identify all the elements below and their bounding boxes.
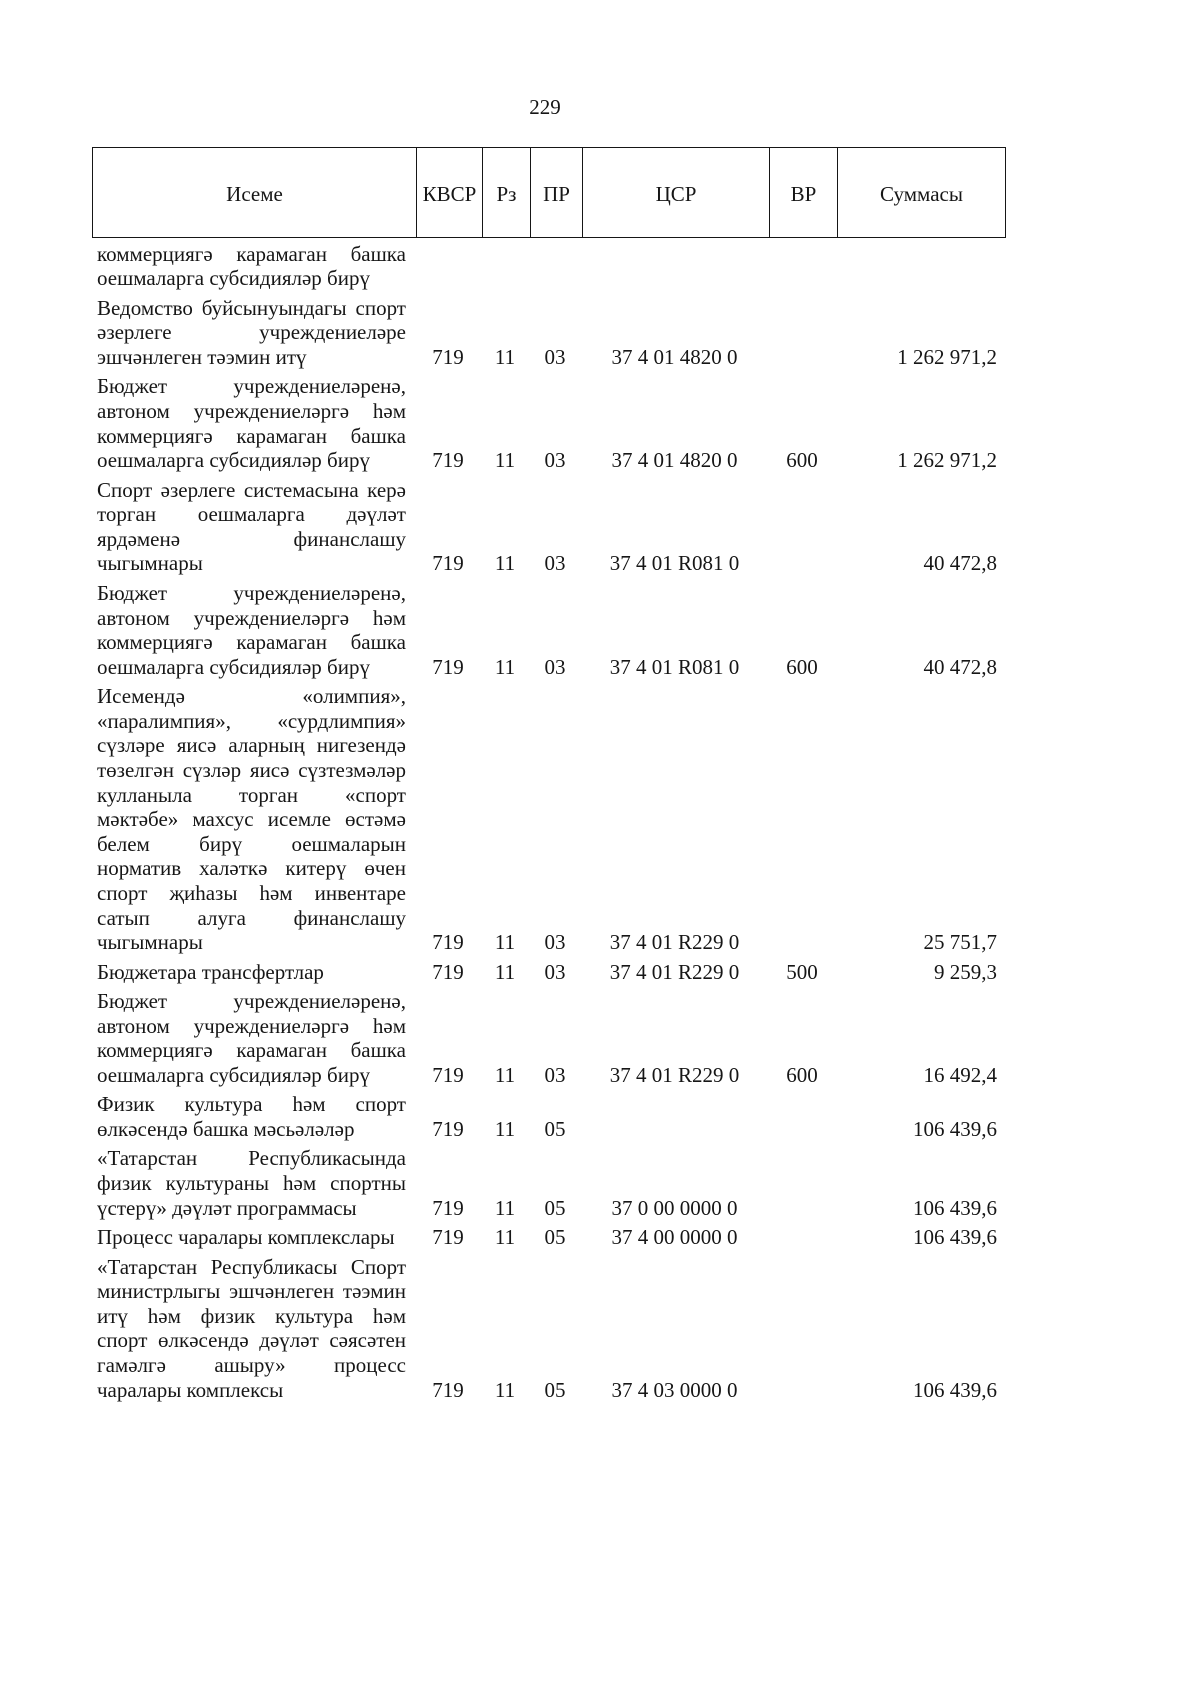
cell-kvsr: 719 (432, 1195, 464, 1220)
name-line: Бюджет учреждениеләренә, (97, 374, 406, 399)
cell-name (92, 960, 415, 985)
name-line: әзерлеге учреждениеләре (97, 320, 406, 345)
name-line: өлкәсендә башка мәсьәләләр (97, 1117, 355, 1141)
cell-rz: 11 (494, 448, 516, 473)
cell-name (92, 242, 415, 291)
cell-name (92, 478, 415, 576)
cell-csr: 37 4 00 0000 0 (611, 1225, 738, 1250)
cell-rz: 11 (494, 1117, 516, 1141)
cell-vr (768, 345, 836, 370)
cell-pr (529, 266, 581, 291)
cell-csr: 37 4 01 4820 0 (611, 344, 738, 369)
cell-pr: 03 (544, 1062, 566, 1087)
table-row (92, 296, 1006, 370)
cell-kvsr: 719 (432, 930, 464, 955)
cell-name (92, 581, 415, 679)
name-line: торган оешмаларга дәүләт (97, 502, 406, 527)
name-line: белем бирү оешмаларын (97, 831, 406, 856)
cell-rz: 11 (494, 654, 516, 679)
cell-sum: 1 262 971,2 (897, 448, 997, 473)
name-line: мәктәбе» махсус исемле өстәмә (97, 807, 406, 832)
table-row (92, 989, 1006, 1087)
cell-pr: 05 (544, 1195, 566, 1220)
header-pr: ПР (530, 148, 582, 237)
name-line: Процесс чаралары комплекслары (97, 1225, 395, 1250)
table-row (92, 960, 1006, 985)
name-line: автоном учреждениеләргә һәм (97, 1013, 406, 1038)
cell-vr (768, 551, 836, 576)
name-line: коммерциягә карамаган башка (97, 241, 406, 266)
cell-kvsr: 719 (432, 1062, 464, 1087)
name-line: эшчәнлеген тәэмин итү (97, 344, 307, 369)
table-row (92, 684, 1006, 955)
cell-vr: 500 (786, 959, 818, 984)
name-line: Ведомство буйсынуындагы спорт (97, 295, 406, 320)
cell-name (92, 1225, 415, 1250)
cell-kvsr: 719 (432, 1117, 464, 1141)
header-name: Исеме (226, 181, 283, 206)
name-line: Исемендә «олимпия», (97, 684, 406, 709)
table-row (92, 581, 1006, 679)
cell-sum: 40 472,8 (923, 551, 997, 576)
page-number: 229 (529, 95, 561, 119)
cell-sum: 25 751,7 (923, 930, 997, 955)
name-line: кулланыла торган «спорт (97, 782, 406, 807)
cell-sum: 9 259,3 (934, 959, 997, 984)
cell-name (92, 1146, 415, 1220)
cell-sum: 106 439,6 (913, 1117, 997, 1141)
cell-csr: 37 0 00 0000 0 (611, 1195, 738, 1220)
name-line: чыгымнары (97, 551, 203, 576)
table-header (92, 147, 1006, 238)
cell-kvsr: 719 (432, 654, 464, 679)
cell-vr (768, 1378, 836, 1403)
name-line: оешмаларга субсидияләр бирү (97, 266, 370, 291)
header-rz: Рз (482, 148, 530, 237)
table-row (92, 478, 1006, 576)
cell-sum: 1 262 971,2 (897, 344, 997, 369)
header-csr: ЦСР (582, 148, 769, 237)
cell-vr (768, 266, 836, 291)
cell-rz: 11 (494, 344, 516, 369)
cell-sum: 40 472,8 (923, 654, 997, 679)
name-line: «Татарстан Республикасында (97, 1146, 406, 1171)
name-line: Физик культура һәм спорт (97, 1092, 406, 1117)
name-line: «Татарстан Республикасы Спорт (97, 1254, 406, 1279)
name-line: итү һәм физик культура һәм (97, 1303, 406, 1328)
cell-vr: 600 (786, 448, 818, 473)
cell-name (92, 1255, 415, 1403)
name-line: автоном учреждениеләргә һәм (97, 605, 406, 630)
cell-csr: 37 4 01 R081 0 (609, 654, 740, 679)
name-line: коммерциягә карамаган башка (97, 1038, 406, 1063)
cell-pr: 03 (544, 551, 566, 576)
cell-name (92, 1092, 415, 1141)
name-line: оешмаларга субсидияләр бирү (97, 1062, 370, 1087)
cell-kvsr: 719 (432, 448, 464, 473)
cell-sum: 16 492,4 (923, 1062, 997, 1087)
cell-pr: 03 (544, 930, 566, 955)
name-line: автоном учреждениеләргә һәм (97, 399, 406, 424)
table-row (92, 1092, 1006, 1141)
name-line: оешмаларга субсидияләр бирү (97, 654, 370, 679)
cell-rz: 11 (494, 551, 516, 576)
cell-vr (768, 1117, 836, 1142)
cell-csr: 37 4 01 R229 0 (609, 1062, 740, 1087)
cell-name (92, 989, 415, 1087)
name-line: чаралары комплексы (97, 1377, 284, 1402)
name-line: Спорт әзерлеге системасына керә (97, 477, 406, 502)
cell-sum: 106 439,6 (913, 1377, 997, 1402)
cell-csr: 37 4 01 R081 0 (609, 551, 740, 576)
cell-pr: 05 (544, 1377, 566, 1402)
cell-rz: 11 (494, 1062, 516, 1087)
name-line: физик культураны һәм спортны (97, 1171, 406, 1196)
cell-vr (768, 1225, 836, 1250)
cell-kvsr: 719 (432, 1377, 464, 1402)
cell-rz: 11 (494, 1225, 516, 1250)
name-line: сатып алуга финанслашу (97, 905, 406, 930)
header-vr: ВР (769, 148, 837, 237)
name-line: «паралимпия», «сурдлимпия» (97, 708, 406, 733)
cell-pr: 05 (544, 1225, 566, 1250)
name-line: министрлыгы эшчәнлеген тәэмин (97, 1279, 406, 1304)
cell-pr: 03 (544, 448, 566, 473)
cell-pr: 03 (544, 344, 566, 369)
cell-sum (836, 266, 1006, 291)
cell-vr (768, 1196, 836, 1221)
cell-pr: 05 (544, 1117, 566, 1141)
cell-rz: 11 (494, 1195, 516, 1220)
name-line: норматив халәткә китерү өчен (97, 856, 406, 881)
cell-pr: 03 (544, 654, 566, 679)
cell-name (92, 374, 415, 472)
cell-rz (481, 266, 529, 291)
cell-sum: 106 439,6 (913, 1225, 997, 1250)
cell-name (92, 296, 415, 370)
table-row (92, 1255, 1006, 1403)
name-line: чыгымнары (97, 930, 203, 955)
cell-pr: 03 (544, 959, 566, 984)
cell-rz: 11 (494, 1377, 516, 1402)
name-line: спорт җиһазы һәм инвентаре (97, 880, 406, 905)
cell-kvsr: 719 (432, 551, 464, 576)
name-line: сүзләре яисә аларның нигезендә (97, 733, 406, 758)
cell-kvsr: 719 (432, 959, 464, 984)
cell-csr (581, 266, 768, 291)
name-line: ярдәменә финанслашу (97, 526, 406, 551)
cell-vr (768, 930, 836, 955)
cell-csr: 37 4 01 R229 0 (609, 930, 740, 955)
table-row (92, 242, 1006, 291)
table-row (92, 374, 1006, 472)
name-line: Бюджетара трансфертлар (97, 959, 324, 984)
cell-vr: 600 (786, 1062, 818, 1087)
cell-vr: 600 (786, 654, 818, 679)
cell-kvsr: 719 (432, 344, 464, 369)
header-sum: Суммасы (837, 148, 1005, 237)
cell-csr: 37 4 03 0000 0 (611, 1377, 738, 1402)
table-row (92, 1146, 1006, 1220)
name-line: үстерү» дәүләт программасы (97, 1195, 357, 1220)
cell-kvsr: 719 (432, 1225, 464, 1250)
header-kvsr: КВСР (416, 148, 482, 237)
cell-csr (581, 1117, 768, 1142)
cell-sum: 106 439,6 (913, 1195, 997, 1220)
cell-csr: 37 4 01 4820 0 (611, 448, 738, 473)
name-line: гамәлгә ашыру» процесс (97, 1353, 406, 1378)
name-line: оешмаларга субсидияләр бирү (97, 448, 370, 473)
name-line: төзелгән сүзләр яисә сүзтезмәләр (97, 758, 406, 783)
cell-csr: 37 4 01 R229 0 (609, 959, 740, 984)
table-body (92, 242, 1006, 1407)
name-line: коммерциягә карамаган башка (97, 423, 406, 448)
name-line: коммерциягә карамаган башка (97, 630, 406, 655)
cell-kvsr (415, 266, 481, 291)
name-line: Бюджет учреждениеләренә, (97, 989, 406, 1014)
table-row (92, 1225, 1006, 1250)
cell-rz: 11 (494, 959, 516, 984)
cell-name (92, 684, 415, 955)
name-line: спорт өлкәсендә дәүләт сәясәтен (97, 1328, 406, 1353)
name-line: Бюджет учреждениеләренә, (97, 580, 406, 605)
cell-rz: 11 (494, 930, 516, 955)
